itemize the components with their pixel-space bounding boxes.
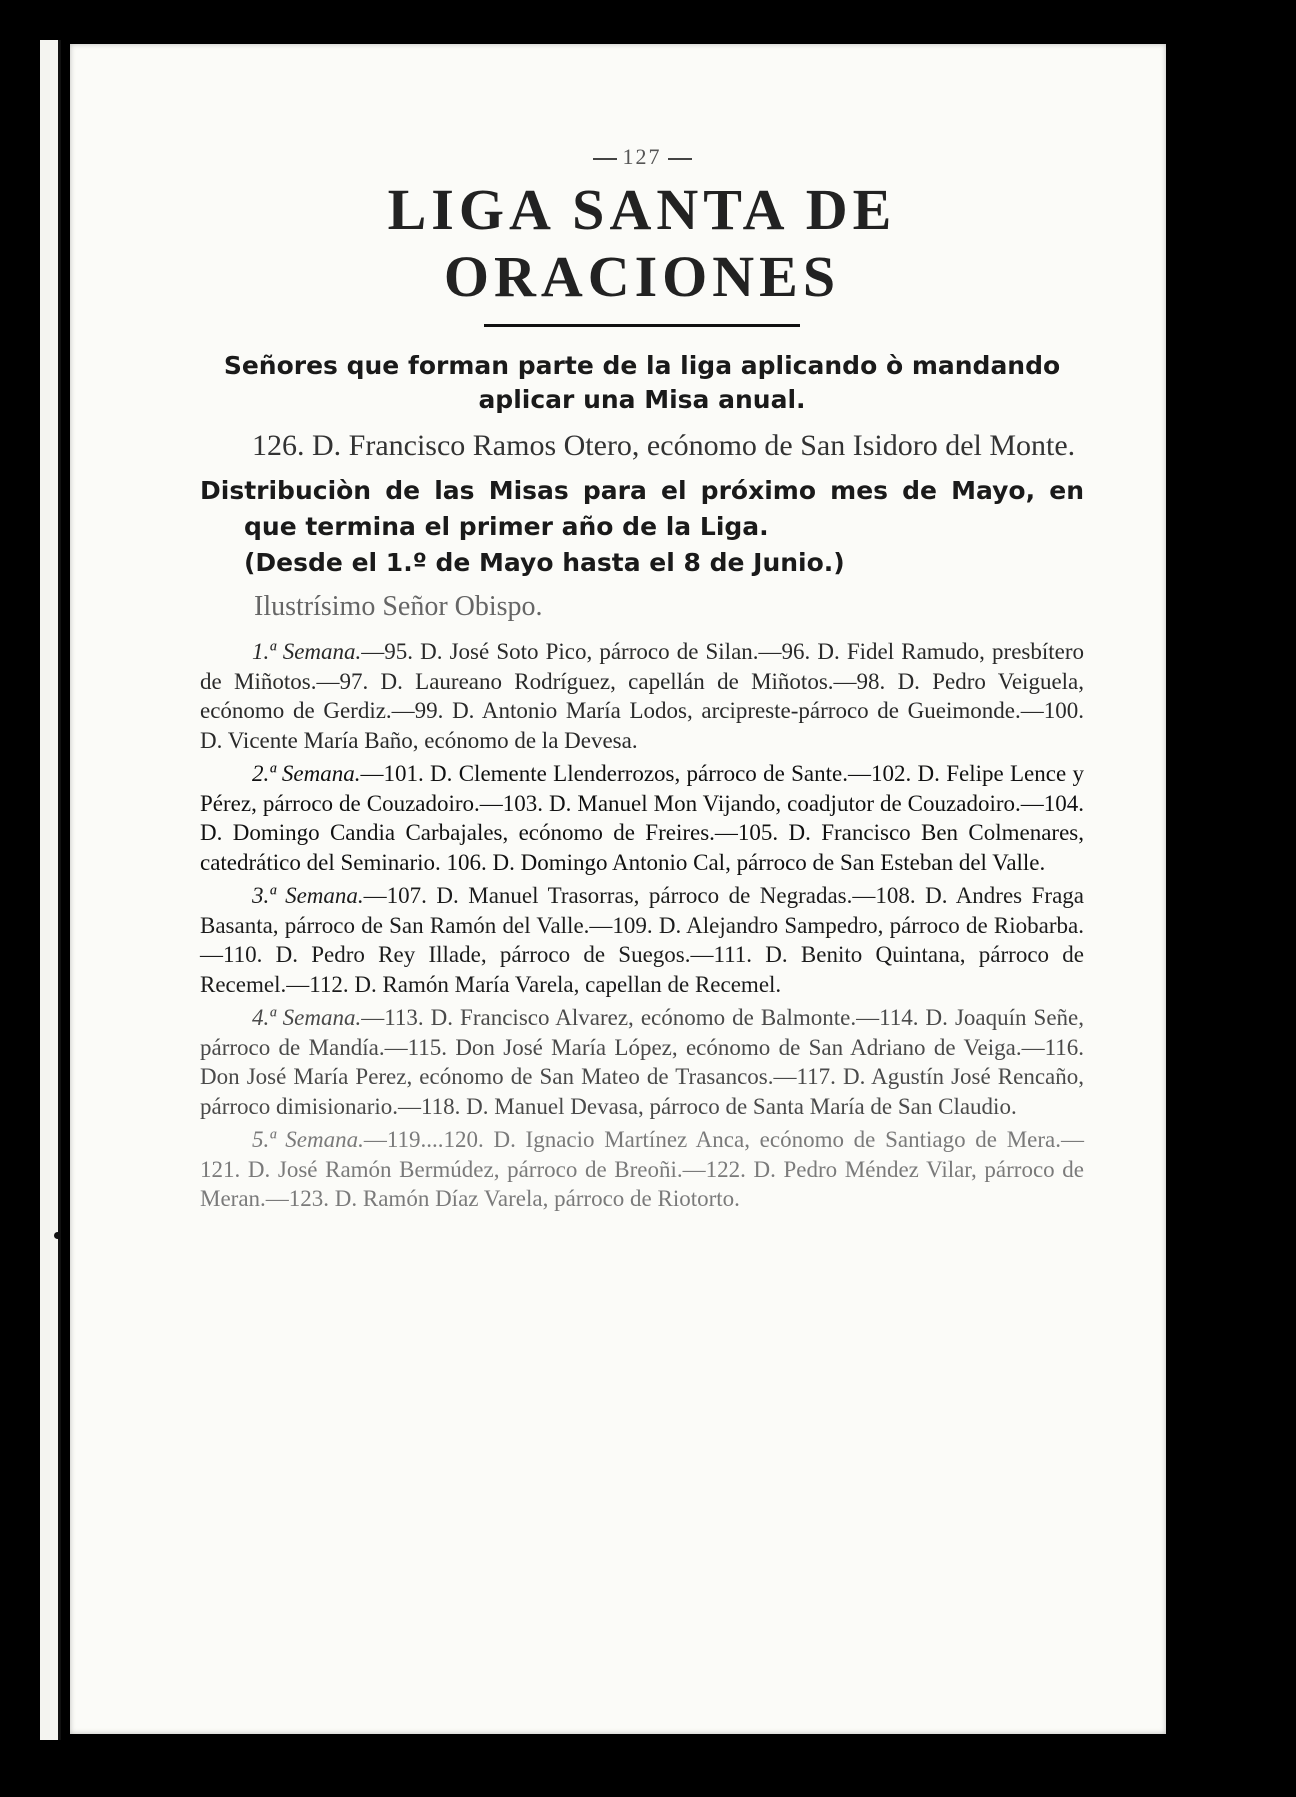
page-title: LIGA SANTA DE ORACIONES [387, 177, 897, 309]
distribution-date-range: (Desde el 1.º de Mayo hasta el 8 de Junio.) [244, 548, 845, 577]
patron-line: Ilustrísimo Señor Obispo. [254, 591, 543, 622]
page-number: 127 [200, 144, 1084, 170]
week-text: —119....120. D. Ignacio Martínez Anca, ecónomo de Santiago de Mera.—121. D. José Ramón Bermúdez, párroco de Breoñi.—122. D. Pedro Méndez Vilar, párroco de Meran.—123. D. Ramón Díaz Varela, párroco de Riotorto. [200, 1127, 1084, 1211]
distribution-heading: Distribuciòn de las Misas para el próximo mes de Mayo, en que termina el primer año de la Liga. [200, 476, 1084, 541]
week-paragraph-3 [200, 881, 1084, 999]
week-text: —107. D. Manuel Trasorras, párroco de Negradas.—108. D. Andres Fraga Basanta, párroco de San Ramón del Valle.—109. D. Alejandro Sampedro, párroco de Riobarba.—110. D. Pedro Rey Illade, párroco de Suegos.—111. D. Benito Quintana, párroco de Recemel.—112. D. Ramón María Varela, capellan de Recemel. [200, 883, 1084, 997]
week-label: 1.ª Semana. [252, 639, 362, 664]
book-page [70, 44, 1166, 1734]
week-label: 2.ª Semana. [252, 761, 361, 786]
week-paragraph-2 [200, 759, 1084, 877]
page-content [200, 144, 1084, 1218]
week-paragraph-5 [200, 1125, 1084, 1214]
week-text: —113. D. Francisco Alvarez, ecónomo de Balmonte.—114. D. Joaquín Señe, párroco de Mandía.—115. Don José María López, ecónomo de San Adriano de Veiga.—116. Don José María Perez, ecónomo de San Mateo de Trasancos.—117. D. Agustín José Rencaño, párroco dimisionario.—118. D. Manuel Devasa, párroco de Santa María de San Claudio. [200, 1005, 1084, 1119]
week-text: —95. D. José Soto Pico, párroco de Silan.—96. D. Fidel Ramudo, presbítero de Miñotos.—97. D. Laureano Rodríguez, capellán de Miñotos.—98. D. Pedro Veiguela, ecónomo de Gerdiz.—99. D. Antonio María Lodos, arcipreste-párroco de Gueimonde.—100. D. Vicente María Baño, ecónomo de la Devesa. [200, 639, 1085, 753]
book-spine [40, 40, 61, 1740]
title-rule [484, 324, 800, 327]
margin-dot [54, 1232, 61, 1239]
week-text: —101. D. Clemente Llenderrozos, párroco de Sante.—102. D. Felipe Lence y Pérez, párroco de Couzadoiro.—103. D. Manuel Mon Vijando, coadjutor de Couzadoiro.—104. D. Domingo Candia Carbajales, ecónomo de Freires.—105. D. Francisco Ben Colmenares, catedrático del Seminario. 106. D. Domingo Antonio Cal, párroco de San Esteban del Valle. [200, 761, 1084, 875]
member-entry: 126. D. Francisco Ramos Otero, ecónomo de San Isidoro del Monte. [252, 429, 1076, 462]
week-paragraph-1 [200, 637, 1084, 755]
week-label: 5.ª Semana. [252, 1127, 364, 1152]
section-subtitle: Señores que forman parte de la liga aplicando ò mandando aplicar una Misa anual. [223, 351, 1061, 414]
week-paragraph-4 [200, 1003, 1084, 1121]
week-label: 4.ª Semana. [252, 1005, 362, 1030]
week-label: 3.ª Semana. [252, 883, 364, 908]
